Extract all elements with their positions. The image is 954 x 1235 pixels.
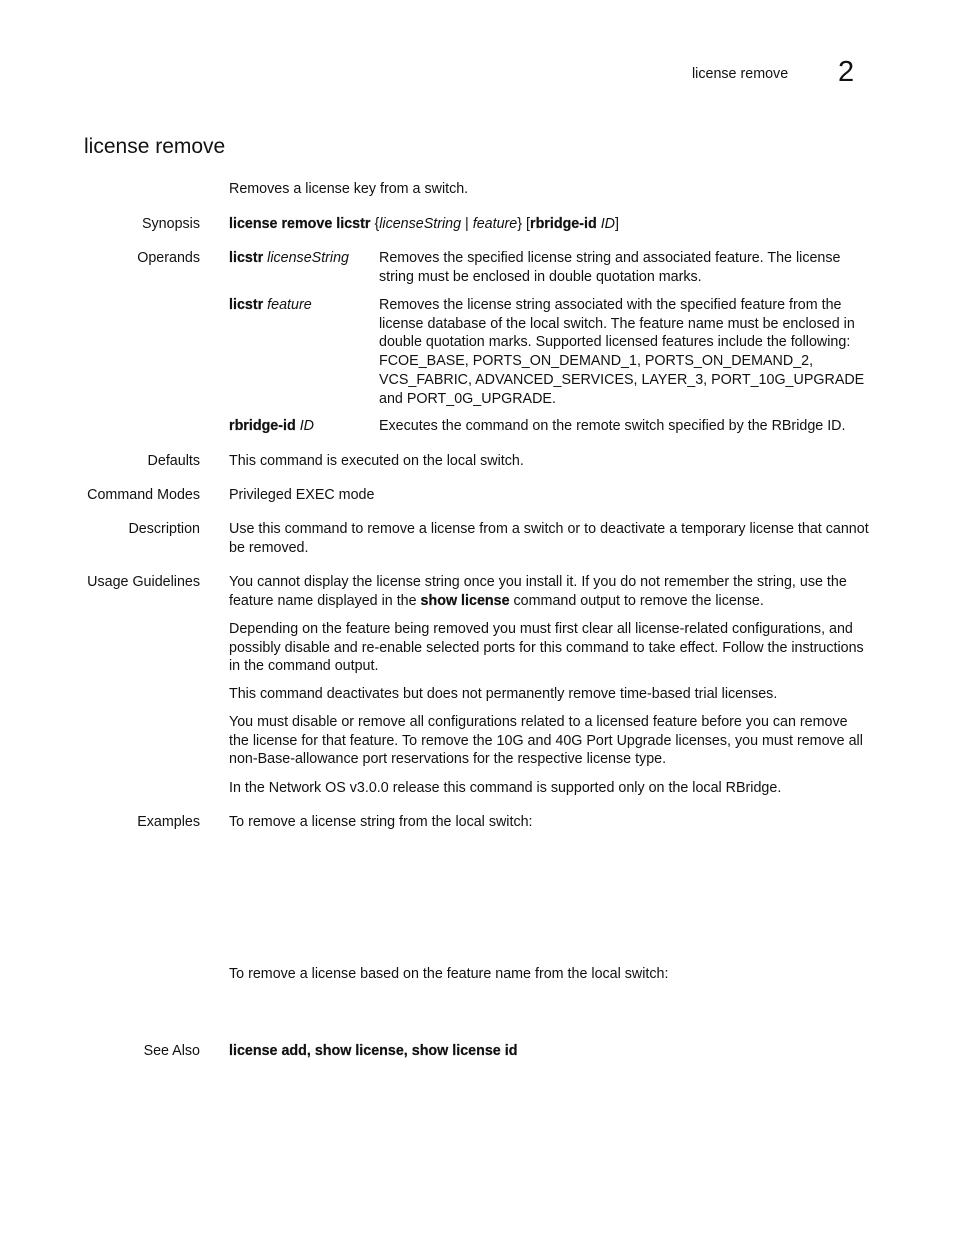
synopsis-separator: | xyxy=(461,216,473,232)
operand-term xyxy=(229,296,312,315)
command-modes-text: Privileged EXEC mode xyxy=(229,487,375,503)
running-header-title: license remove xyxy=(692,66,789,82)
examples-label: Examples xyxy=(137,814,200,830)
operand-description: Removes the license string associated with the specified feature from the license database of the local switch. The feature name must be enclosed in double quotation marks. Supported licensed features include the following: FCOE_BASE, PORTS_ON_DEMAND_1, PORTS_ON_DEMAND_2, VCS_FABRIC, ADVANCED_SERVICES, LAYER_3, PORT_10G_UPGRADE and PORT_0G_UPGRADE. xyxy=(379,297,865,407)
operand-term xyxy=(229,417,314,436)
usage-paragraph: This command deactivates but does not permanently remove time-based trial licenses. xyxy=(229,686,778,702)
operand-description: Removes the specified license string and associated feature. The license string must be enclosed in double quotation marks. xyxy=(379,250,841,285)
synopsis-rbridge-arg: ID xyxy=(600,216,616,232)
operand-keyword: licstr xyxy=(229,250,264,266)
synopsis-cmd: license remove licstr xyxy=(229,216,371,232)
intro-text: Removes a license key from a switch. xyxy=(229,181,469,197)
usage-text: command output to remove the license. xyxy=(509,592,764,609)
operand-description: Executes the command on the remote switch specified by the RBridge ID. xyxy=(379,418,846,434)
usage-paragraph: You must disable or remove all configurations related to a licensed feature before you can remove the license for that feature. To remove the 10G and 40G Port Upgrade licenses, you must remove all non-Base-allowance port reservations for the respective license type. xyxy=(229,714,863,768)
operands-label: Operands xyxy=(137,250,200,266)
usage-paragraph xyxy=(229,573,869,610)
usage-text: You cannot display the license string once you install it. If you do not remember the string, use the feature name displayed in the xyxy=(229,574,847,609)
example-text: To remove a license based on the feature name from the local switch: xyxy=(229,966,669,982)
defaults-text: This command is executed on the local switch. xyxy=(229,453,524,469)
operand-arg: feature xyxy=(267,297,312,313)
see-also-links: license add, show license, show license id xyxy=(229,1043,518,1059)
description-label: Description xyxy=(128,521,200,537)
example-text: To remove a license string from the local switch: xyxy=(229,814,533,830)
synopsis-brace-close: } [ xyxy=(517,216,530,232)
synopsis-label: Synopsis xyxy=(141,216,200,232)
operand-term xyxy=(229,249,349,268)
operand-keyword: licstr xyxy=(229,297,264,313)
synopsis-arg-licensestring: licenseString xyxy=(379,216,462,232)
synopsis-command xyxy=(229,215,869,234)
operand-arg: ID xyxy=(299,418,315,434)
operand-arg: licenseString xyxy=(267,250,350,266)
usage-paragraph: In the Network OS v3.0.0 release this command is supported only on the local RBridge. xyxy=(229,780,782,796)
usage-guidelines-label: Usage Guidelines xyxy=(87,574,200,590)
see-also-label: See Also xyxy=(143,1043,200,1059)
page-title: license remove xyxy=(84,135,226,158)
synopsis-end: ] xyxy=(615,216,619,232)
description-text: Use this command to remove a license from a switch or to deactivate a temporary license that cannot be removed. xyxy=(229,521,869,556)
defaults-label: Defaults xyxy=(147,453,200,469)
synopsis-rbridge: rbridge-id xyxy=(530,216,597,232)
command-modes-label: Command Modes xyxy=(87,487,200,503)
operand-keyword: rbridge-id xyxy=(229,418,296,434)
synopsis-brace-open: { xyxy=(370,216,380,232)
synopsis-arg-feature: feature xyxy=(472,216,518,232)
usage-paragraph: Depending on the feature being removed you must first clear all license-related configurations, and possibly disable and re-enable selected ports for this command to take effect. Follow the instructions in the command output. xyxy=(229,621,864,675)
usage-command-ref: show license xyxy=(420,592,510,609)
chapter-number: 2 xyxy=(838,56,855,88)
